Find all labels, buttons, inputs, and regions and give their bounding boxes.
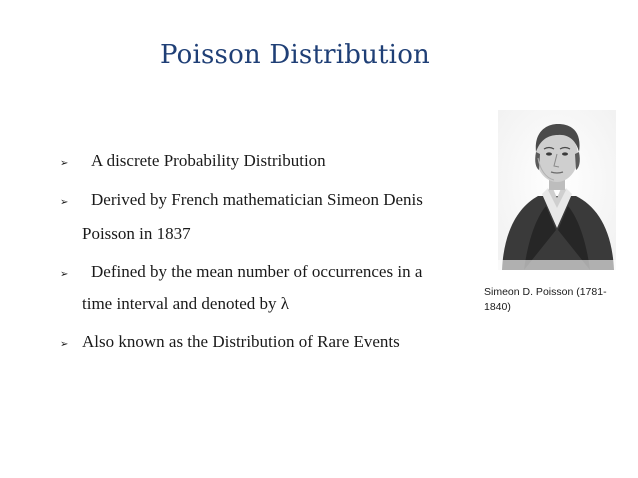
- bullet-3-text-line-2: time interval and denoted by λ: [82, 294, 289, 313]
- bullet-marker-icon: ➢: [60, 339, 69, 350]
- bullet-marker-icon: ➢: [60, 158, 69, 169]
- poisson-portrait-image: [498, 110, 616, 270]
- bullet-4-text: Also known as the Distribution of Rare Events: [82, 332, 400, 351]
- bullet-2-text-line-2: Poisson in 1837: [82, 224, 191, 243]
- bullet-2-text-line-1: Derived by French mathematician Simeon Denis: [91, 190, 423, 209]
- slide-title: Poisson Distribution: [159, 40, 430, 70]
- portrait-caption: Simeon D. Poisson (1781-1840): [484, 286, 607, 313]
- bullet-1-text: A discrete Probability Distribution: [91, 151, 326, 170]
- bullet-marker-icon: ➢: [60, 197, 69, 208]
- bullet-3-text-line-1: Defined by the mean number of occurrences in a: [91, 262, 423, 281]
- bullet-marker-icon: ➢: [60, 269, 69, 280]
